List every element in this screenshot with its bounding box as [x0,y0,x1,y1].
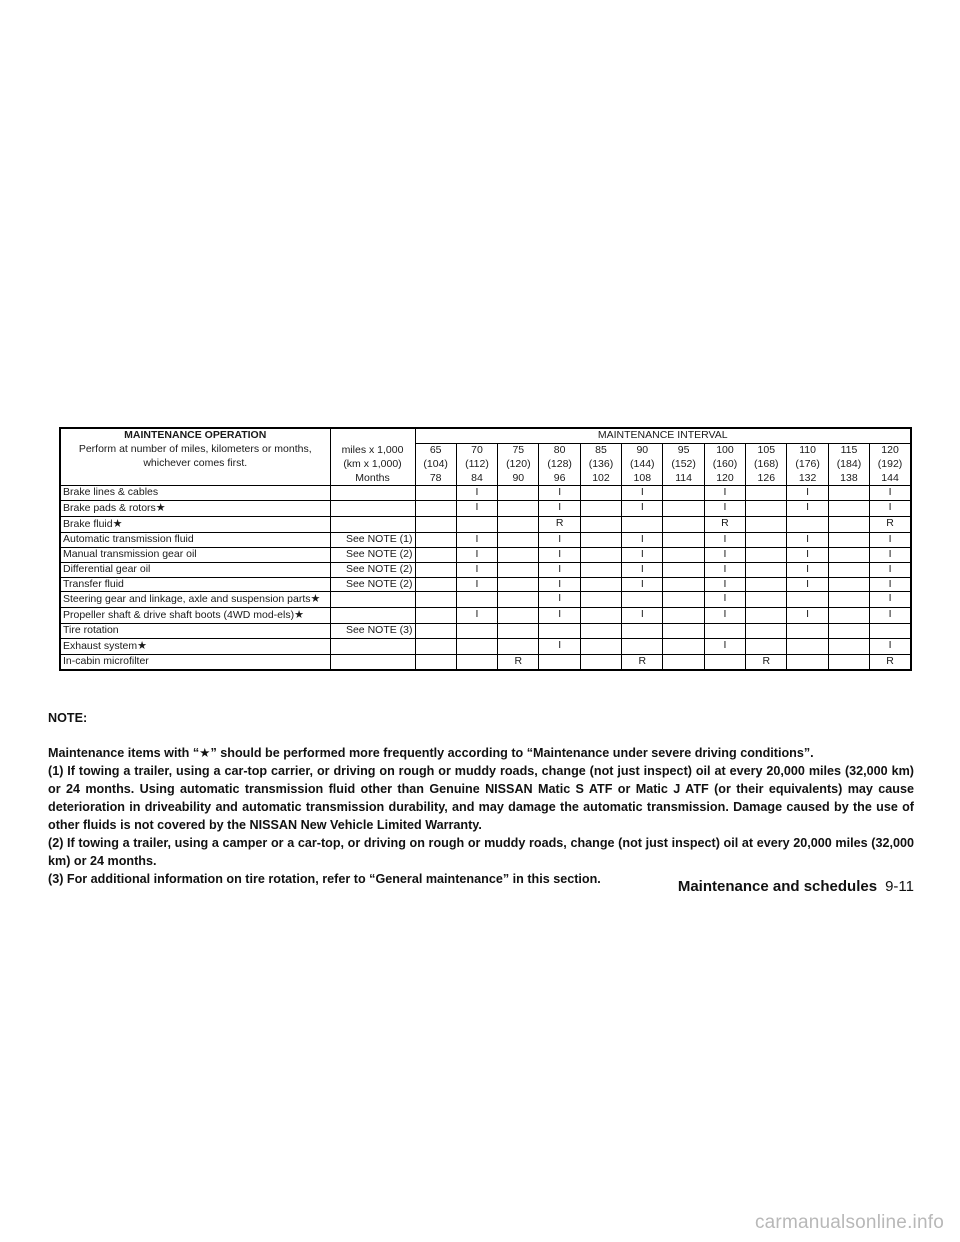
interval-mark: I [787,501,828,517]
interval-mark [622,592,663,608]
interval-km: (184) [836,457,862,470]
interval-miles: 105 [757,443,776,456]
interval-mark [746,547,787,562]
interval-months: 84 [471,471,483,484]
maintenance-item [60,486,330,501]
interval-mark [622,624,663,639]
interval-mark [415,486,456,501]
interval-miles: 75 [512,443,525,456]
interval-mark [580,486,621,501]
interval-km: (136) [588,457,614,470]
maintenance-item-label: Manual transmission gear oil [63,547,197,560]
interval-mark: R [746,654,787,669]
maintenance-item-label: Brake pads & rotors [63,502,156,515]
interval-km: (160) [712,457,738,470]
interval-mark: I [704,562,745,577]
interval-mark [663,486,704,501]
interval-miles: 95 [677,443,690,456]
interval-mark: I [456,608,497,624]
interval-mark [787,654,828,669]
interval-column-header [622,443,663,486]
interval-mark [456,654,497,669]
interval-mark [415,517,456,533]
interval-months: 144 [881,471,899,484]
interval-mark [498,577,539,592]
interval-mark: I [787,533,828,548]
interval-mark [415,547,456,562]
interval-mark [498,592,539,608]
interval-mark [663,654,704,669]
interval-km: (192) [877,457,903,470]
maintenance-table [59,427,912,671]
interval-mark: I [704,547,745,562]
interval-mark [580,533,621,548]
table-row [60,654,911,669]
interval-mark [704,654,745,669]
interval-mark [746,639,787,655]
interval-mark [663,624,704,639]
interval-km: (144) [630,457,655,470]
interval-months: 132 [798,471,817,484]
interval-mark [622,639,663,655]
interval-mark: I [870,592,911,608]
unit-miles: miles x 1,000 [341,443,404,456]
interval-mark [870,624,911,639]
interval-mark: R [622,654,663,669]
interval-mark: I [539,486,580,501]
notes-section [48,709,914,888]
interval-mark [498,486,539,501]
interval-miles: 100 [716,443,734,456]
interval-mark: I [622,501,663,517]
interval-mark [663,577,704,592]
table-row [60,624,911,639]
interval-mark [580,517,621,533]
table-row [60,592,911,608]
interval-km: (120) [506,457,531,470]
interval-miles: 85 [595,443,607,456]
interval-km: (112) [465,457,489,470]
maintenance-item [60,654,330,669]
interval-column-header [663,443,704,486]
interval-mark [539,654,580,669]
interval-column-header [539,443,580,486]
interval-mark: I [704,486,745,501]
interval-mark [415,533,456,548]
interval-mark: I [870,533,911,548]
unit-header [330,428,415,486]
interval-mark: I [870,501,911,517]
maintenance-item-label: Steering gear and linkage, axle and suspension parts [63,593,311,606]
interval-mark [580,577,621,592]
unit-km: (km x 1,000) [343,457,402,470]
severe-condition-star-icon: ★ [294,609,304,622]
table-row [60,501,911,517]
note-reference [330,517,415,533]
note-reference [330,592,415,608]
interval-mark [828,486,869,501]
severe-condition-star-icon: ★ [137,640,147,653]
maintenance-operation-header [60,428,330,486]
interval-column-header [787,443,828,486]
note-reference [330,654,415,669]
interval-mark [456,592,497,608]
interval-km: (152) [671,457,696,470]
interval-mark [828,577,869,592]
interval-mark: I [704,592,745,608]
interval-mark [539,624,580,639]
interval-mark [828,592,869,608]
note-star-explanation: Maintenance items with “★” should be performed more frequently according to “Maintenance under severe driving conditions”. [48,746,814,760]
interval-mark: I [539,639,580,655]
interval-column-header [870,443,911,486]
interval-mark: I [704,533,745,548]
interval-mark [498,547,539,562]
interval-column-header [456,443,497,486]
interval-mark [456,517,497,533]
interval-mark: I [456,562,497,577]
interval-mark [828,624,869,639]
interval-mark: I [456,577,497,592]
page-number: 9-11 [885,878,914,895]
operation-title: MAINTENANCE OPERATION [124,429,267,441]
severe-condition-star-icon: ★ [112,518,123,531]
interval-mark [746,486,787,501]
watermark: carmanualsonline.info [754,1212,944,1233]
interval-mark: I [787,547,828,562]
maintenance-item-label: In-cabin microfilter [63,654,149,667]
interval-mark [746,517,787,533]
interval-mark [415,577,456,592]
interval-mark [828,517,869,533]
interval-months: 138 [840,471,858,484]
interval-mark: I [787,562,828,577]
table-row [60,533,911,548]
maintenance-table-body [60,486,911,670]
interval-mark [498,501,539,517]
interval-mark: R [704,517,745,533]
interval-mark [415,501,456,517]
interval-mark [787,639,828,655]
interval-mark [415,654,456,669]
interval-mark: I [870,639,911,655]
interval-mark [746,577,787,592]
interval-mark [787,624,828,639]
maintenance-item-label: Transfer fluid [63,577,124,590]
interval-mark: I [870,547,911,562]
table-row [60,547,911,562]
interval-miles: 90 [636,443,649,456]
interval-km: (128) [547,457,572,470]
interval-mark [787,592,828,608]
interval-mark: I [539,592,580,608]
interval-mark [828,562,869,577]
interval-mark [663,562,704,577]
note-reference: See NOTE (2) [330,562,415,577]
interval-mark: I [704,577,745,592]
interval-mark [828,501,869,517]
interval-mark: I [704,608,745,624]
interval-mark [746,592,787,608]
interval-mark: I [622,547,663,562]
interval-mark [704,624,745,639]
interval-mark [663,533,704,548]
note-reference: See NOTE (2) [330,547,415,562]
interval-mark [415,608,456,624]
interval-mark: I [539,577,580,592]
maintenance-item [60,608,330,624]
interval-mark [580,501,621,517]
maintenance-item-label: Propeller shaft & drive shaft boots (4WD mod-els) [63,609,295,622]
interval-mark: I [622,562,663,577]
footer-section-title: Maintenance and schedules [677,878,878,895]
interval-mark [580,592,621,608]
note-2: (2) If towing a trailer, using a camper or a car-top, or driving on rough or muddy roads, change (not just inspect) oil at every 20,000 miles (32,000 km) or 24 months. [48,836,914,868]
note-reference [330,639,415,655]
severe-condition-star-icon: ★ [155,502,166,515]
interval-mark: I [870,577,911,592]
interval-months: 102 [592,471,610,484]
interval-mark [456,639,497,655]
interval-mark: I [456,486,497,501]
table-row [60,517,911,533]
maintenance-item-label: Exhaust system [63,640,138,653]
interval-mark [663,547,704,562]
interval-mark [746,533,787,548]
interval-mark [580,654,621,669]
interval-mark: I [539,533,580,548]
interval-mark [580,547,621,562]
interval-miles: 115 [840,443,858,456]
interval-mark: I [539,547,580,562]
note-1: (1) If towing a trailer, using a car-top carrier, or driving on rough or muddy roads, change (not just inspect) oil at every 20,000 miles (32,000 km) or 24 months. Using automatic transmission fluid other than Genuine NISSAN Matic S ATF or Matic J ATF (or their equivalents) may cause deterioration in driveability and automatic transmission durability, and may damage the automatic transmission. Damage caused by the use of other fluids is not covered by the NISSAN New Vehicle Limited Warranty. [48,764,914,832]
maintenance-item [60,639,330,655]
interval-mark: R [498,654,539,669]
interval-mark [498,639,539,655]
maintenance-item-label: Brake fluid [63,518,113,531]
maintenance-item [60,592,330,608]
interval-miles: 80 [553,443,566,456]
interval-column-header [498,443,539,486]
interval-mark [746,608,787,624]
maintenance-item [60,517,330,533]
maintenance-interval-header: MAINTENANCE INTERVAL [415,428,911,443]
interval-months: 126 [757,471,776,484]
maintenance-item [60,501,330,517]
interval-mark: R [870,654,911,669]
interval-column-header [415,443,456,486]
interval-mark [580,608,621,624]
interval-mark [580,624,621,639]
interval-mark: I [622,533,663,548]
interval-mark: I [539,562,580,577]
interval-mark [663,501,704,517]
interval-mark [498,562,539,577]
interval-mark [415,624,456,639]
interval-mark [498,533,539,548]
interval-mark: I [787,486,828,501]
interval-mark: I [456,533,497,548]
interval-mark: I [870,486,911,501]
interval-km: (168) [754,457,779,470]
interval-mark: I [787,577,828,592]
maintenance-item-label: Automatic transmission fluid [63,533,194,546]
interval-mark [828,639,869,655]
interval-months: 90 [512,471,525,484]
note-3: (3) For additional information on tire rotation, refer to “General maintenance” in this section. [48,872,601,886]
maintenance-item [60,624,330,639]
interval-column-header [704,443,745,486]
notes-title: NOTE: [48,711,88,725]
interval-mark [663,608,704,624]
interval-mark [580,639,621,655]
interval-mark [663,517,704,533]
note-reference [330,501,415,517]
interval-column-header [828,443,869,486]
interval-mark: I [456,547,497,562]
unit-months: Months [355,471,390,484]
interval-km: (176) [795,457,820,470]
interval-miles: 120 [881,443,899,456]
interval-mark [415,562,456,577]
note-reference: See NOTE (1) [330,533,415,548]
maintenance-item-label: Tire rotation [63,624,119,637]
interval-months: 120 [716,471,734,484]
interval-mark [828,608,869,624]
interval-mark: I [456,501,497,517]
interval-mark [498,608,539,624]
interval-mark [787,517,828,533]
maintenance-item [60,562,330,577]
maintenance-item [60,533,330,548]
interval-mark [746,624,787,639]
interval-mark [456,624,497,639]
note-reference [330,608,415,624]
interval-mark [828,654,869,669]
interval-mark: I [622,608,663,624]
interval-column-header [746,443,787,486]
interval-months: 114 [675,471,692,484]
severe-condition-star-icon: ★ [310,593,321,606]
operation-subtitle: Perform at number of miles, kilometers or months, whichever comes first. [78,442,312,469]
interval-mark [415,639,456,655]
table-row [60,608,911,624]
maintenance-item [60,547,330,562]
interval-mark: I [704,639,745,655]
interval-months: 78 [429,471,442,484]
interval-mark [415,592,456,608]
interval-mark: I [539,608,580,624]
maintenance-item [60,577,330,592]
interval-mark: I [622,577,663,592]
interval-km: (104) [423,457,448,470]
interval-mark: I [870,608,911,624]
interval-mark [498,517,539,533]
interval-mark [828,547,869,562]
page-footer [678,878,914,895]
interval-mark [663,639,704,655]
interval-miles: 65 [429,443,442,456]
interval-miles: 110 [799,443,816,456]
table-row [60,562,911,577]
interval-mark: I [870,562,911,577]
interval-column-header [580,443,621,486]
interval-mark: R [539,517,580,533]
interval-mark [746,501,787,517]
interval-months: 96 [553,471,566,484]
interval-mark [828,533,869,548]
interval-mark [746,562,787,577]
interval-mark: R [870,517,911,533]
interval-mark: I [787,608,828,624]
table-row [60,577,911,592]
table-row [60,639,911,655]
note-reference: See NOTE (2) [330,577,415,592]
interval-mark: I [622,486,663,501]
interval-mark [663,592,704,608]
interval-mark: I [704,501,745,517]
interval-mark [498,624,539,639]
interval-mark [580,562,621,577]
table-row [60,486,911,501]
interval-mark [622,517,663,533]
maintenance-item-label: Differential gear oil [63,562,151,575]
note-reference [330,486,415,501]
interval-miles: 70 [471,443,483,456]
note-reference: See NOTE (3) [330,624,415,639]
interval-months: 108 [633,471,652,484]
maintenance-item-label: Brake lines & cables [63,486,159,499]
interval-mark: I [539,501,580,517]
